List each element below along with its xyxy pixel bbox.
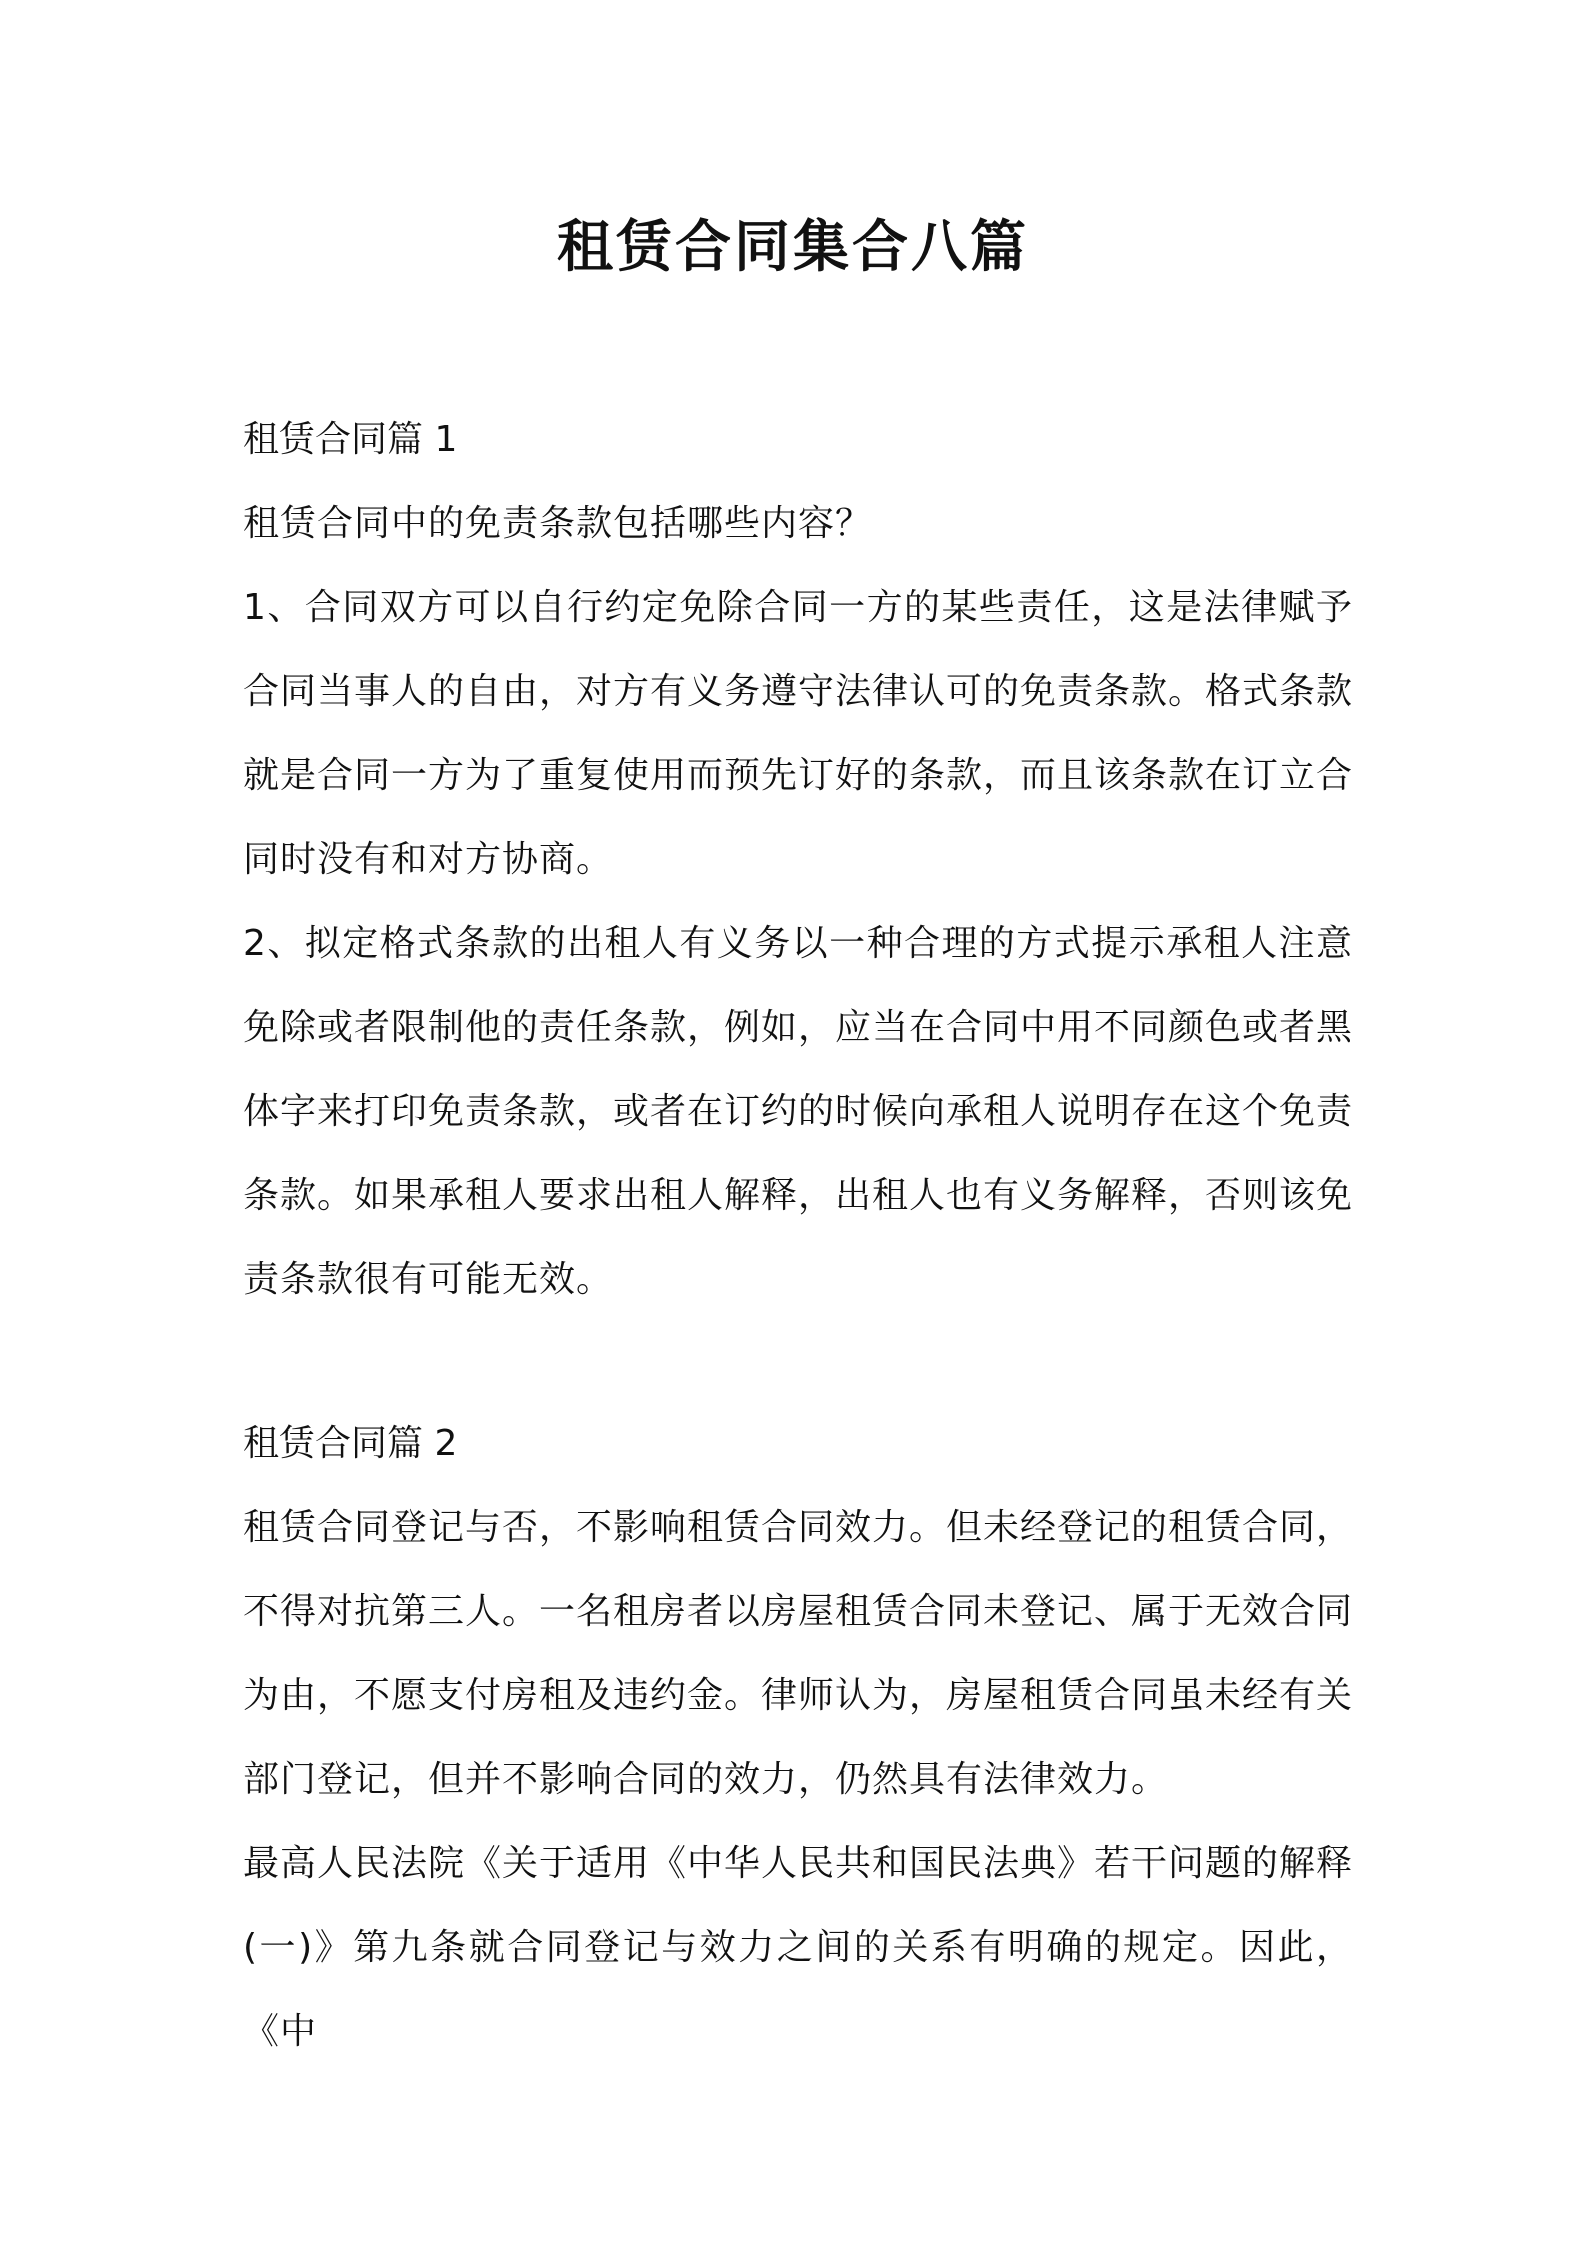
section-1 (243, 398, 1353, 1322)
paragraph: 1、合同双方可以自行约定免除合同一方的某些责任，这是法律赋予合同当事人的自由，对方有义务遵守法律认可的免责条款。格式条款就是合同一方为了重复使用而预先订好的条款，而且该条款在订立合同时没有和对方协商。 (243, 587, 1354, 880)
paragraph: 2、拟定格式条款的出租人有义务以一种合理的方式提示承租人注意免除或者限制他的责任条款，例如，应当在合同中用不同颜色或者黑体字来打印免责条款，或者在订约的时候向承租人说明存在这个免责条款。如果承租人要求出租人解释，出租人也有义务解释，否则该免责条款很有可能无效。 (243, 923, 1354, 1300)
paragraph: 租赁合同登记与否，不影响租赁合同效力。但未经登记的租赁合同，不得对抗第三人。一名租房者以房屋租赁合同未登记、属于无效合同为由，不愿支付房租及违约金。律师认为，房屋租赁合同虽未经有关部门登记，但并不影响合同的效力，仍然具有法律效力。 (243, 1507, 1354, 1800)
section-heading: 租赁合同篇 2 (243, 1423, 458, 1464)
paragraph: 最高人民法院《关于适用《中华人民共和国民法典》若干问题的解释(一)》第九条就合同登记与效力之间的关系有明确的规定。因此，《中 (243, 1843, 1354, 2052)
section-2 (243, 1402, 1353, 2074)
section-spacer (243, 1322, 1353, 1402)
paragraph: 租赁合同中的免责条款包括哪些内容？ (243, 503, 873, 544)
document-body (243, 398, 1353, 2074)
section-heading: 租赁合同篇 1 (243, 419, 458, 460)
document-title: 租赁合同集合八篇 (557, 215, 1029, 280)
